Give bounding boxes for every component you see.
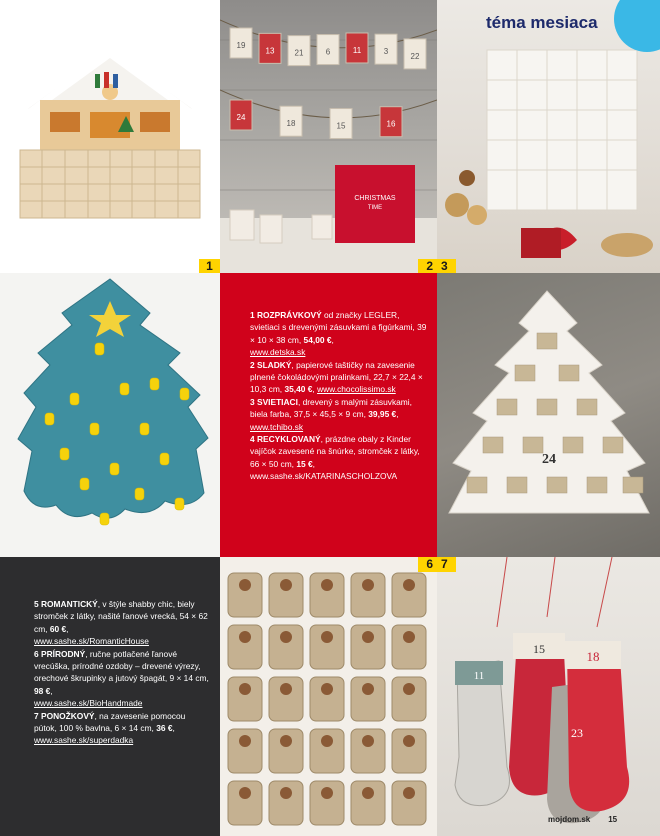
badge-6-7 bbox=[418, 557, 456, 572]
punct: , bbox=[50, 685, 53, 696]
photo-felt-tree-calendar bbox=[0, 273, 220, 557]
product-title: 3 SVIETIACI bbox=[250, 396, 298, 407]
punct: , bbox=[172, 723, 175, 734]
product-link[interactable]: www.sashe.sk/superdadka bbox=[34, 735, 134, 746]
product-item-7 bbox=[34, 710, 210, 747]
wooden-ornament bbox=[362, 787, 374, 799]
wooden-ornament bbox=[239, 787, 251, 799]
wooden-ornament bbox=[321, 631, 333, 643]
box-label-1: CHRISTMAS bbox=[354, 195, 396, 202]
product-title: 2 SLADKÝ bbox=[250, 359, 292, 370]
wooden-ornament bbox=[321, 683, 333, 695]
wooden-ornament bbox=[239, 579, 251, 591]
photo-wooden-house-calendar bbox=[0, 0, 220, 273]
stocking-number-18: 18 bbox=[586, 649, 600, 664]
wooden-ornament bbox=[280, 735, 292, 747]
punct: , bbox=[66, 623, 69, 634]
footer-site: mojdom.sk bbox=[548, 815, 591, 824]
wooden-ornament bbox=[280, 683, 292, 695]
wooden-ornament bbox=[280, 787, 292, 799]
punct: , bbox=[312, 384, 318, 395]
wooden-ornament bbox=[362, 735, 374, 747]
photo-paper-bag-garland bbox=[220, 0, 437, 273]
product-price: 39,95 € bbox=[368, 409, 397, 420]
stocking-number-23: 23 bbox=[571, 726, 583, 740]
garland-number: 21 bbox=[294, 48, 304, 58]
product-link[interactable]: www.sashe.sk/BioHandmade bbox=[34, 698, 143, 709]
felt-number-24: 24 bbox=[542, 452, 556, 467]
wooden-ornament bbox=[403, 631, 415, 643]
punct: , bbox=[396, 409, 399, 420]
photo-shabby-chic-tree bbox=[437, 273, 660, 557]
product-desc: , drevený s malými zásuvkami, biela farba, 37,5 × 45,5 × 9 cm, bbox=[250, 396, 412, 420]
wooden-ornament bbox=[403, 683, 415, 695]
product-link[interactable]: www.tchibo.sk bbox=[250, 421, 304, 432]
product-title: 7 PONOŽKOVÝ bbox=[34, 710, 95, 721]
product-title: 6 PRÍRODNÝ bbox=[34, 648, 86, 659]
stocking-number-11: 11 bbox=[473, 670, 485, 682]
wooden-ornament bbox=[362, 683, 374, 695]
garland-number: 24 bbox=[236, 113, 246, 122]
photo-christmas-stockings bbox=[437, 557, 660, 836]
product-desc: , prázdne obaly z Kinder vajíčok zavesené na šnúrke, stromček z látky, 66 × 50 cm, bbox=[250, 434, 420, 469]
product-list-5-7 bbox=[34, 598, 210, 747]
garland-number: 19 bbox=[236, 41, 246, 50]
product-item-3 bbox=[250, 396, 428, 433]
product-price: 15 € bbox=[296, 458, 313, 469]
garland-number: 15 bbox=[336, 121, 346, 131]
garland-number: 11 bbox=[352, 45, 362, 55]
garland-number: 13 bbox=[265, 46, 275, 56]
wooden-ornament bbox=[321, 735, 333, 747]
product-price: 60 € bbox=[49, 623, 67, 634]
product-price: 36 € bbox=[156, 723, 173, 734]
badge-6: 6 bbox=[426, 557, 433, 571]
stocking-number-15: 15 bbox=[533, 642, 545, 656]
wooden-ornament bbox=[321, 787, 333, 799]
product-item-1 bbox=[250, 309, 428, 359]
badge-2-3 bbox=[418, 259, 456, 274]
wooden-ornament bbox=[239, 735, 251, 747]
product-link[interactable]: www.chocolissimo.sk bbox=[317, 384, 396, 395]
wooden-ornament bbox=[321, 579, 333, 591]
product-title: 4 RECYKLOVANÝ bbox=[250, 434, 321, 445]
photo-linen-bags-calendar bbox=[220, 557, 437, 836]
product-list-1-4 bbox=[250, 309, 428, 483]
wooden-ornament bbox=[280, 631, 292, 643]
badge-1: 1 bbox=[206, 259, 213, 273]
punct: , bbox=[331, 334, 334, 345]
product-desc: , v štýle shabby chic, biely stromček z látky, našité ľanové vrecká, 54 × 62 cm, bbox=[34, 599, 208, 634]
product-link[interactable]: www.sashe.sk/RomanticHouse bbox=[34, 636, 149, 647]
product-title: 1 ROZPRÁVKOVÝ bbox=[250, 310, 322, 320]
garland-number: 18 bbox=[286, 119, 296, 129]
wooden-ornament bbox=[403, 735, 415, 747]
section-tag: téma mesiaca bbox=[486, 13, 598, 32]
product-desc: , ručne potlačené ľanové vrecúška, prírodné ozdoby – drevené výrezy, orechové škrupinky a jutový špagát, 9 × 14 cm, bbox=[34, 648, 209, 684]
product-item-6 bbox=[34, 648, 210, 710]
badge-7: 7 bbox=[441, 557, 448, 571]
garland-number: 16 bbox=[386, 119, 396, 129]
product-link[interactable]: www.detska.sk bbox=[250, 347, 306, 358]
wooden-ornament bbox=[239, 683, 251, 695]
product-title: 5 ROMANTICKÝ bbox=[34, 599, 98, 609]
page-number: 15 bbox=[608, 815, 618, 824]
punct: , bbox=[312, 458, 315, 469]
wooden-ornament bbox=[403, 787, 415, 799]
badge-3: 3 bbox=[441, 259, 448, 273]
wooden-ornament bbox=[280, 579, 292, 591]
badge-2: 2 bbox=[426, 259, 433, 273]
product-link[interactable]: www.sashe.sk/KATARINASCHOLZOVA bbox=[250, 471, 398, 482]
product-price: 54,00 € bbox=[303, 334, 332, 345]
product-price: 98 € bbox=[34, 685, 51, 696]
product-price: 35,40 € bbox=[284, 384, 313, 395]
garland-number: 6 bbox=[325, 47, 331, 57]
wooden-ornament bbox=[362, 579, 374, 591]
wooden-ornament bbox=[362, 631, 374, 643]
product-item-4 bbox=[250, 433, 428, 483]
garland-number: 3 bbox=[383, 47, 389, 57]
wooden-ornament bbox=[403, 579, 415, 591]
product-item-5 bbox=[34, 598, 210, 648]
product-desc: , papierové taštičky na zavesenie plnené čokoládovými pralinkami, 22,7 × 22,4 × 10,3 cm, bbox=[250, 359, 423, 395]
product-desc: od značky LEGLER, svietiaci s drevenými zásuvkami a figúrkami, 39 × 10 × 38 cm, bbox=[250, 310, 427, 345]
wooden-ornament bbox=[239, 631, 251, 643]
box-label-2: TIME bbox=[367, 205, 383, 211]
page-footer bbox=[548, 815, 617, 824]
product-item-2 bbox=[250, 359, 428, 396]
product-desc: , na zavesenie pomocou pútok, 100 % bavlna, 6 × 14 cm, bbox=[34, 710, 186, 734]
garland-number: 22 bbox=[410, 51, 420, 61]
